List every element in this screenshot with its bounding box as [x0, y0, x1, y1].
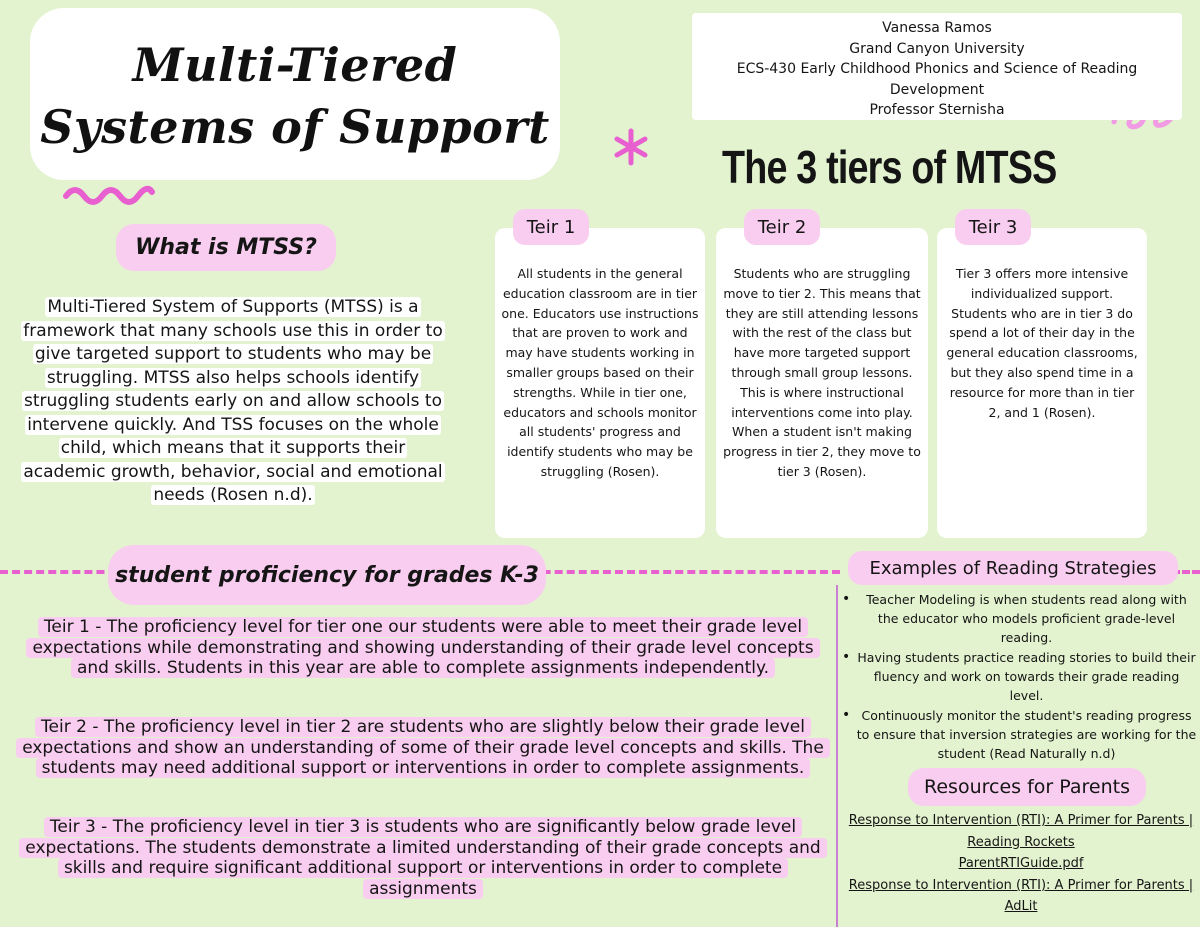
squiggle-decoration-icon: [62, 182, 154, 202]
proficiency-tier-1: [12, 617, 834, 679]
page-title-line-1: Multi-Tiered: [132, 38, 458, 92]
list-item: • Continuously monitor the student's reading progress to ensure that inversion strategies are working for the student (Read Naturally n.d): [842, 706, 1197, 763]
what-is-mtss-description: [18, 296, 448, 508]
resource-link-adlit[interactable]: Response to Intervention (RTI): A Primer for Parents | AdLit: [848, 877, 1194, 914]
asterisk-decoration-icon: [612, 128, 650, 166]
author-name: Vanessa Ramos: [882, 20, 992, 36]
resource-link-reading-rockets[interactable]: Response to Intervention (RTI): A Primer for Parents | Reading Rockets: [848, 813, 1194, 850]
proficiency-tier-2: [12, 717, 834, 779]
examples-list: [842, 590, 1197, 764]
list-item: • Having students practice reading stories to build their fluency and work on towards their grade reading level.: [842, 648, 1197, 705]
proficiency-tier-1-text: Teir 1 - The proficiency level for tier one our students were able to meet their grade level expectations while demonstrating and showing understanding of their grade level concepts and skills. Students in this year are able to complete assignments independently.: [26, 617, 819, 678]
proficiency-tier-3: [12, 817, 834, 899]
proficiency-tier-2-text: Teir 2 - The proficiency level in tier 2 are students who are slightly below their grade level expectations and show an understanding of some of their grade level concepts and skills. The students may need additional support or interventions in order to complete assignments.: [16, 717, 830, 778]
tiers-heading: The 3 tiers of MTSS: [722, 141, 1057, 193]
tier-2-description: Students who are struggling move to tier 2. This means that they are still attending lessons with the rest of the class but have more targeted support through small group lessons. This is where instructional interventions come into play. When a student isn't making progress in tier 2, they move to tier 3 (Rosen).: [723, 266, 921, 479]
university-name: Grand Canyon University: [849, 40, 1025, 57]
list-item: • Teacher Modeling is when students read along with the educator who models proficient grade-level reading.: [842, 590, 1197, 647]
title-card: [30, 8, 560, 180]
what-is-mtss-heading-pill: [116, 224, 336, 271]
tier-3-card: [937, 228, 1147, 538]
proficiency-heading: student proficiency for grades K-3: [115, 562, 539, 588]
tier-2-card: [716, 228, 928, 538]
tier-1-card: [495, 228, 705, 538]
course-title-line-1: ECS-430 Early Childhood Phonics and Science of Reading: [736, 61, 1138, 77]
tier-3-label: Teir 3: [955, 209, 1031, 245]
resources-heading: Resources for Parents: [924, 776, 1130, 798]
resources-links: [842, 810, 1200, 918]
page-title-line-2: Systems of Support: [40, 100, 550, 154]
resources-heading-pill: [908, 768, 1146, 806]
proficiency-heading-pill: [108, 545, 546, 605]
examples-heading-pill: [848, 551, 1178, 585]
resource-link-parent-rti-guide[interactable]: ParentRTIGuide.pdf: [958, 856, 1084, 871]
course-title-line-2: Development: [889, 81, 985, 98]
examples-heading: Examples of Reading Strategies: [869, 557, 1157, 579]
what-is-mtss-heading: What is MTSS?: [135, 235, 317, 260]
tier-1-description: All students in the general education classroom are in tier one. Educators use instructions that are proven to work and may have students working in smaller groups based on their strengths. While in tier one, educators and schools monitor all students' progress and identify students who may be struggling (Rosen).: [501, 266, 699, 479]
author-info-card: [692, 13, 1182, 120]
tier-2-label: Teir 2: [744, 209, 820, 245]
what-is-mtss-text: Multi-Tiered System of Supports (MTSS) is a framework that many schools use this in order to give targeted support to students who may be struggling. MTSS also helps schools identify struggling students early on and allow schools to intervene quickly. And TSS focuses on the whole child, which means that it supports their academic growth, behavior, social and emotional needs (Rosen n.d).: [23, 297, 443, 505]
column-divider: [836, 585, 838, 927]
tier-3-description: Tier 3 offers more intensive individualized support. Students who are in tier 3 do spend a lot of their day in the general education classrooms, but they also spend time in a resource for more than in tier 2, and 1 (Rosen).: [946, 266, 1138, 420]
tier-1-label: Teir 1: [513, 209, 589, 245]
professor-name: Professor Sternisha: [869, 102, 1005, 118]
proficiency-tier-3-text: Teir 3 - The proficiency level in tier 3 is students who are significantly below grade level expectations. The students demonstrate a limited understanding of their grade concepts and skills and require significant additional support or interventions in order to complete assignments: [19, 817, 826, 899]
